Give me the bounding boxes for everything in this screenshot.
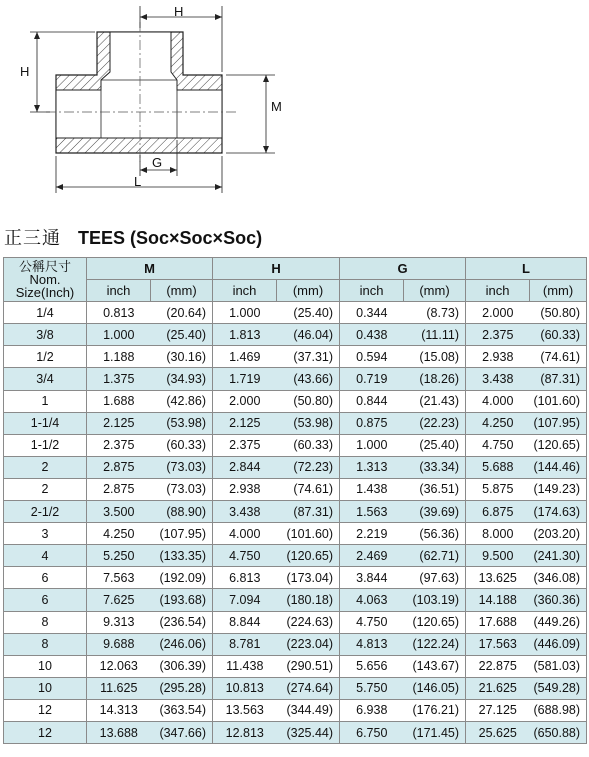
l-mm-cell: (446.09) — [530, 633, 587, 655]
h-inch-cell: 2.000 — [213, 390, 277, 412]
size-cell: 2 — [4, 456, 87, 478]
group-header-m: M — [87, 258, 213, 280]
m-inch-cell: 1.000 — [87, 324, 151, 346]
g-mm-cell: (39.69) — [404, 501, 466, 523]
l-mm-cell: (107.95) — [530, 412, 587, 434]
table-row — [4, 545, 587, 567]
group-header-g: G — [340, 258, 466, 280]
table-row — [4, 390, 587, 412]
g-mm-cell: (21.43) — [404, 390, 466, 412]
h-mm-cell: (180.18) — [277, 589, 340, 611]
m-mm-cell: (73.03) — [151, 478, 213, 500]
table-row — [4, 611, 587, 633]
g-mm-cell: (171.45) — [404, 721, 466, 743]
l-inch-cell: 22.875 — [466, 655, 530, 677]
l-mm-cell: (581.03) — [530, 655, 587, 677]
l-inch-cell: 17.688 — [466, 611, 530, 633]
size-cell: 8 — [4, 611, 87, 633]
l-inch-cell: 25.625 — [466, 721, 530, 743]
m-inch-cell: 11.625 — [87, 677, 151, 699]
g-inch-cell: 4.063 — [340, 589, 404, 611]
unit-inch-h: inch — [213, 280, 277, 302]
table-row — [4, 346, 587, 368]
m-mm-cell: (192.09) — [151, 567, 213, 589]
g-inch-cell: 4.813 — [340, 633, 404, 655]
l-mm-cell: (174.63) — [530, 501, 587, 523]
size-cell: 1-1/4 — [4, 412, 87, 434]
size-cell: 10 — [4, 655, 87, 677]
g-mm-cell: (146.05) — [404, 677, 466, 699]
g-mm-cell: (62.71) — [404, 545, 466, 567]
unit-mm-l: (mm) — [530, 280, 587, 302]
l-mm-cell: (149.23) — [530, 478, 587, 500]
l-inch-cell: 4.750 — [466, 434, 530, 456]
g-mm-cell: (176.21) — [404, 699, 466, 721]
l-mm-cell: (203.20) — [530, 523, 587, 545]
l-inch-cell: 13.625 — [466, 567, 530, 589]
h-inch-cell: 1.000 — [213, 302, 277, 324]
g-mm-cell: (33.34) — [404, 456, 466, 478]
g-inch-cell: 2.219 — [340, 523, 404, 545]
m-inch-cell: 2.875 — [87, 456, 151, 478]
m-inch-cell: 7.563 — [87, 567, 151, 589]
h-mm-cell: (274.64) — [277, 677, 340, 699]
m-mm-cell: (25.40) — [151, 324, 213, 346]
table-row — [4, 456, 587, 478]
h-inch-cell: 10.813 — [213, 677, 277, 699]
unit-inch-g: inch — [340, 280, 404, 302]
table-row — [4, 699, 587, 721]
size-cell: 6 — [4, 589, 87, 611]
l-mm-cell: (60.33) — [530, 324, 587, 346]
h-mm-cell: (50.80) — [277, 390, 340, 412]
m-inch-cell: 2.375 — [87, 434, 151, 456]
h-mm-cell: (74.61) — [277, 478, 340, 500]
l-inch-cell: 2.000 — [466, 302, 530, 324]
m-mm-cell: (246.06) — [151, 633, 213, 655]
m-inch-cell: 5.250 — [87, 545, 151, 567]
unit-mm-h: (mm) — [277, 280, 340, 302]
size-header-line1: Nom. — [29, 272, 61, 288]
size-cell: 2 — [4, 478, 87, 500]
g-inch-cell: 5.750 — [340, 677, 404, 699]
l-inch-cell: 8.000 — [466, 523, 530, 545]
table-row — [4, 589, 587, 611]
size-cell: 12 — [4, 699, 87, 721]
h-inch-cell: 12.813 — [213, 721, 277, 743]
m-inch-cell: 4.250 — [87, 523, 151, 545]
g-mm-cell: (18.26) — [404, 368, 466, 390]
m-mm-cell: (193.68) — [151, 589, 213, 611]
h-inch-cell: 4.000 — [213, 523, 277, 545]
size-cell: 10 — [4, 677, 87, 699]
table-row — [4, 567, 587, 589]
h-inch-cell: 2.938 — [213, 478, 277, 500]
h-inch-cell: 3.438 — [213, 501, 277, 523]
g-mm-cell: (97.63) — [404, 567, 466, 589]
dimension-table — [3, 257, 587, 744]
m-mm-cell: (73.03) — [151, 456, 213, 478]
l-inch-cell: 2.938 — [466, 346, 530, 368]
g-mm-cell: (36.51) — [404, 478, 466, 500]
g-inch-cell: 0.594 — [340, 346, 404, 368]
size-column-header — [4, 258, 87, 302]
g-inch-cell: 6.938 — [340, 699, 404, 721]
dim-label-h-left: H — [20, 64, 30, 79]
h-mm-cell: (43.66) — [277, 368, 340, 390]
m-inch-cell: 12.063 — [87, 655, 151, 677]
g-inch-cell: 1.000 — [340, 434, 404, 456]
h-mm-cell: (223.04) — [277, 633, 340, 655]
g-inch-cell: 4.750 — [340, 611, 404, 633]
g-inch-cell: 5.656 — [340, 655, 404, 677]
l-mm-cell: (50.80) — [530, 302, 587, 324]
m-inch-cell: 13.688 — [87, 721, 151, 743]
l-inch-cell: 14.188 — [466, 589, 530, 611]
size-cell: 1/2 — [4, 346, 87, 368]
h-mm-cell: (290.51) — [277, 655, 340, 677]
h-inch-cell: 7.094 — [213, 589, 277, 611]
m-mm-cell: (363.54) — [151, 699, 213, 721]
g-inch-cell: 0.844 — [340, 390, 404, 412]
l-mm-cell: (87.31) — [530, 368, 587, 390]
g-mm-cell: (22.23) — [404, 412, 466, 434]
table-row — [4, 434, 587, 456]
g-inch-cell: 0.438 — [340, 324, 404, 346]
size-cell: 3/4 — [4, 368, 87, 390]
l-inch-cell: 9.500 — [466, 545, 530, 567]
m-mm-cell: (236.54) — [151, 611, 213, 633]
g-inch-cell: 1.313 — [340, 456, 404, 478]
table-row — [4, 302, 587, 324]
section-title — [4, 224, 262, 250]
g-inch-cell: 0.344 — [340, 302, 404, 324]
table-row — [4, 721, 587, 743]
g-inch-cell: 2.469 — [340, 545, 404, 567]
m-inch-cell: 9.313 — [87, 611, 151, 633]
table-row — [4, 633, 587, 655]
h-inch-cell: 8.844 — [213, 611, 277, 633]
l-inch-cell: 6.875 — [466, 501, 530, 523]
g-mm-cell: (11.11) — [404, 324, 466, 346]
size-cell: 6 — [4, 567, 87, 589]
size-cell: 3 — [4, 523, 87, 545]
unit-inch-m: inch — [87, 280, 151, 302]
unit-mm-g: (mm) — [404, 280, 466, 302]
h-mm-cell: (224.63) — [277, 611, 340, 633]
g-inch-cell: 0.719 — [340, 368, 404, 390]
g-mm-cell: (56.36) — [404, 523, 466, 545]
table-row — [4, 523, 587, 545]
dim-label-m: M — [271, 99, 282, 114]
l-mm-cell: (688.98) — [530, 699, 587, 721]
header-row-units — [4, 280, 587, 302]
l-mm-cell: (346.08) — [530, 567, 587, 589]
l-mm-cell: (144.46) — [530, 456, 587, 478]
l-inch-cell: 3.438 — [466, 368, 530, 390]
header-row-groups — [4, 258, 587, 280]
size-cell: 1/4 — [4, 302, 87, 324]
title-english: TEES (Soc×Soc×Soc) — [78, 228, 263, 248]
dim-label-g: G — [152, 155, 163, 170]
m-mm-cell: (107.95) — [151, 523, 213, 545]
m-mm-cell: (295.28) — [151, 677, 213, 699]
table-row — [4, 501, 587, 523]
m-mm-cell: (34.93) — [151, 368, 213, 390]
table-row — [4, 677, 587, 699]
m-inch-cell: 1.375 — [87, 368, 151, 390]
g-inch-cell: 3.844 — [340, 567, 404, 589]
h-mm-cell: (173.04) — [277, 567, 340, 589]
h-mm-cell: (344.49) — [277, 699, 340, 721]
l-inch-cell: 27.125 — [466, 699, 530, 721]
h-mm-cell: (72.23) — [277, 456, 340, 478]
l-inch-cell: 21.625 — [466, 677, 530, 699]
l-inch-cell: 5.875 — [466, 478, 530, 500]
m-inch-cell: 3.500 — [87, 501, 151, 523]
dim-label-l: L — [134, 174, 142, 189]
h-mm-cell: (101.60) — [277, 523, 340, 545]
g-mm-cell: (143.67) — [404, 655, 466, 677]
l-mm-cell: (74.61) — [530, 346, 587, 368]
h-mm-cell: (37.31) — [277, 346, 340, 368]
size-cell: 3/8 — [4, 324, 87, 346]
table-row — [4, 655, 587, 677]
g-mm-cell: (8.73) — [404, 302, 466, 324]
h-inch-cell: 8.781 — [213, 633, 277, 655]
g-mm-cell: (122.24) — [404, 633, 466, 655]
g-mm-cell: (103.19) — [404, 589, 466, 611]
m-mm-cell: (53.98) — [151, 412, 213, 434]
title-chinese: 正三通 — [4, 228, 61, 248]
h-mm-cell: (53.98) — [277, 412, 340, 434]
h-inch-cell: 6.813 — [213, 567, 277, 589]
m-mm-cell: (60.33) — [151, 434, 213, 456]
l-mm-cell: (101.60) — [530, 390, 587, 412]
m-inch-cell: 1.188 — [87, 346, 151, 368]
h-inch-cell: 2.844 — [213, 456, 277, 478]
tee-fitting-drawing — [0, 0, 589, 215]
l-inch-cell: 2.375 — [466, 324, 530, 346]
l-mm-cell: (549.28) — [530, 677, 587, 699]
group-header-l: L — [466, 258, 587, 280]
h-mm-cell: (325.44) — [277, 721, 340, 743]
size-cell: 1 — [4, 390, 87, 412]
h-inch-cell: 11.438 — [213, 655, 277, 677]
size-header-cn: 公稱尺寸 — [18, 259, 71, 275]
h-inch-cell: 13.563 — [213, 699, 277, 721]
h-inch-cell: 4.750 — [213, 545, 277, 567]
m-mm-cell: (347.66) — [151, 721, 213, 743]
table-body — [4, 302, 587, 744]
m-mm-cell: (20.64) — [151, 302, 213, 324]
h-inch-cell: 1.813 — [213, 324, 277, 346]
h-mm-cell: (87.31) — [277, 501, 340, 523]
h-inch-cell: 2.125 — [213, 412, 277, 434]
m-mm-cell: (88.90) — [151, 501, 213, 523]
m-inch-cell: 14.313 — [87, 699, 151, 721]
g-mm-cell: (25.40) — [404, 434, 466, 456]
m-inch-cell: 7.625 — [87, 589, 151, 611]
size-cell: 2-1/2 — [4, 501, 87, 523]
l-mm-cell: (241.30) — [530, 545, 587, 567]
table-row — [4, 324, 587, 346]
l-mm-cell: (120.65) — [530, 434, 587, 456]
size-cell: 12 — [4, 721, 87, 743]
m-mm-cell: (133.35) — [151, 545, 213, 567]
group-header-h: H — [213, 258, 340, 280]
g-inch-cell: 1.563 — [340, 501, 404, 523]
g-mm-cell: (15.08) — [404, 346, 466, 368]
l-mm-cell: (449.26) — [530, 611, 587, 633]
m-inch-cell: 0.813 — [87, 302, 151, 324]
table-row — [4, 368, 587, 390]
table-row — [4, 478, 587, 500]
size-cell: 8 — [4, 633, 87, 655]
l-inch-cell: 5.688 — [466, 456, 530, 478]
dim-label-h-top: H — [174, 4, 184, 19]
h-mm-cell: (120.65) — [277, 545, 340, 567]
g-inch-cell: 0.875 — [340, 412, 404, 434]
m-inch-cell: 1.688 — [87, 390, 151, 412]
l-mm-cell: (360.36) — [530, 589, 587, 611]
m-inch-cell: 2.125 — [87, 412, 151, 434]
g-inch-cell: 6.750 — [340, 721, 404, 743]
m-mm-cell: (42.86) — [151, 390, 213, 412]
size-cell: 1-1/2 — [4, 434, 87, 456]
size-header-line2: Size(Inch) — [15, 285, 75, 301]
h-mm-cell: (25.40) — [277, 302, 340, 324]
l-inch-cell: 4.250 — [466, 412, 530, 434]
l-inch-cell: 4.000 — [466, 390, 530, 412]
unit-inch-l: inch — [466, 280, 530, 302]
m-inch-cell: 2.875 — [87, 478, 151, 500]
g-mm-cell: (120.65) — [404, 611, 466, 633]
table-row — [4, 412, 587, 434]
h-mm-cell: (60.33) — [277, 434, 340, 456]
unit-mm-m: (mm) — [151, 280, 213, 302]
h-inch-cell: 1.719 — [213, 368, 277, 390]
h-inch-cell: 1.469 — [213, 346, 277, 368]
size-cell: 4 — [4, 545, 87, 567]
m-mm-cell: (306.39) — [151, 655, 213, 677]
m-inch-cell: 9.688 — [87, 633, 151, 655]
g-inch-cell: 1.438 — [340, 478, 404, 500]
h-inch-cell: 2.375 — [213, 434, 277, 456]
l-mm-cell: (650.88) — [530, 721, 587, 743]
l-inch-cell: 17.563 — [466, 633, 530, 655]
m-mm-cell: (30.16) — [151, 346, 213, 368]
h-mm-cell: (46.04) — [277, 324, 340, 346]
